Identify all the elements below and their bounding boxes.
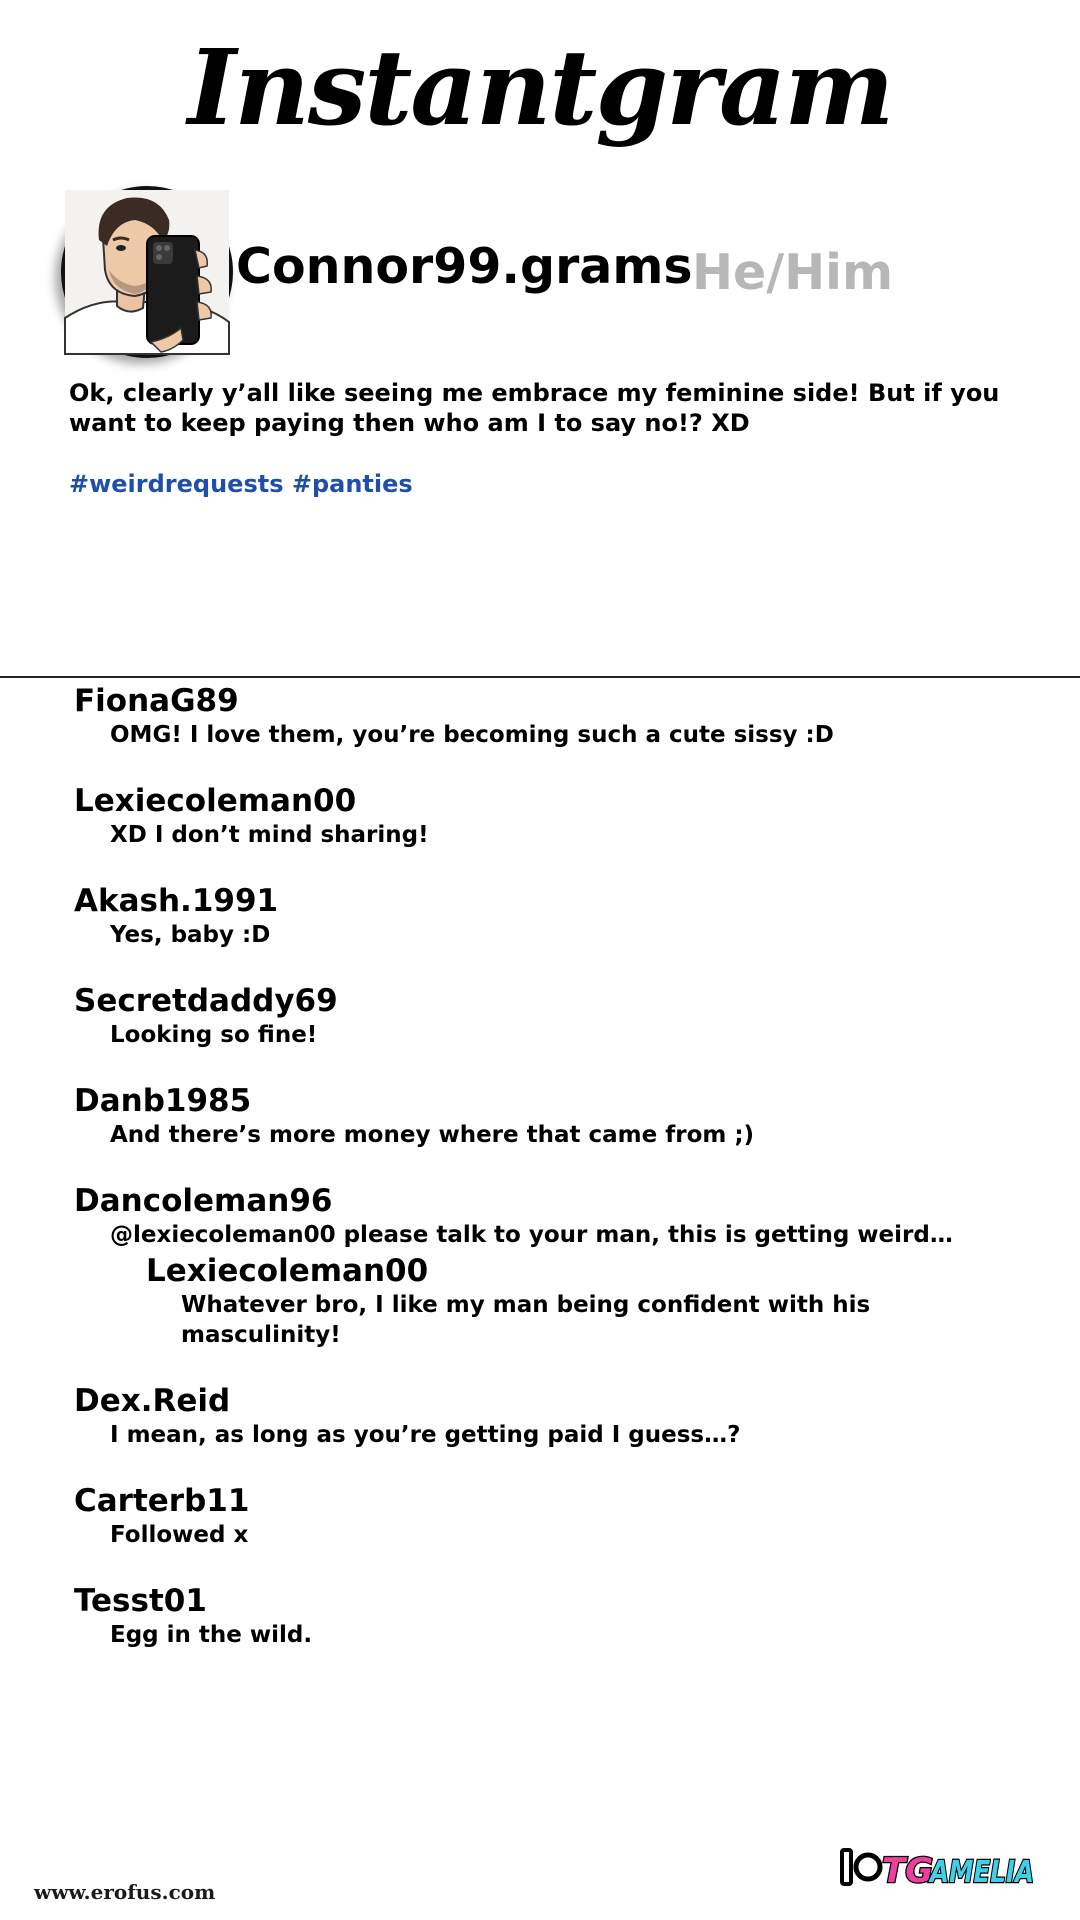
- post-hashtags: [69, 469, 413, 499]
- reply-username[interactable]: Lexiecoleman00: [146, 1253, 429, 1289]
- comment-text: Egg in the wild.: [110, 1622, 313, 1648]
- hashtag-panties[interactable]: #panties: [291, 470, 413, 498]
- hashtag-weirdrequests[interactable]: #weirdrequests: [69, 470, 284, 498]
- comment-username[interactable]: Tesst01: [74, 1583, 207, 1619]
- reply-text: Whatever bro, I like my man being confident with his masculinity!: [181, 1292, 871, 1348]
- comment-text: Followed x: [110, 1522, 249, 1548]
- comment-username[interactable]: Lexiecoleman00: [74, 783, 357, 819]
- tgamelia-logo: [838, 1842, 1038, 1892]
- comment-text: And there’s more money where that came from ;): [110, 1122, 755, 1148]
- comment-text: Looking so fine!: [110, 1022, 318, 1048]
- post-caption: Ok, clearly y’all like seeing me embrace my feminine side! But if you want to keep paying then who am I to say no!? XD: [69, 379, 1000, 437]
- comment-text: XD I don’t mind sharing!: [110, 822, 429, 848]
- logo-suffix: AMELIA: [928, 1855, 1034, 1890]
- comment-username[interactable]: Carterb11: [74, 1483, 250, 1519]
- comment-username[interactable]: Dex.Reid: [74, 1383, 231, 1419]
- comments-divider: [0, 676, 1080, 678]
- watermark: www.erofus.com: [34, 1880, 216, 1904]
- comment-text: I mean, as long as you’re getting paid I guess…?: [110, 1422, 741, 1448]
- comment-username[interactable]: Danb1985: [74, 1083, 252, 1119]
- comment-text: @lexiecoleman00 please talk to your man, this is getting weird…: [110, 1222, 953, 1248]
- comment-text: Yes, baby :D: [110, 922, 271, 948]
- app-title: Instantgram: [187, 26, 893, 149]
- comment-text: OMG! I love them, you’re becoming such a cute sissy :D: [110, 722, 834, 748]
- comment-username[interactable]: Dancoleman96: [74, 1183, 333, 1219]
- logo-accent: TG: [882, 1851, 934, 1891]
- post-pronouns: He/Him: [692, 244, 894, 301]
- selfie-avatar-image: [65, 190, 229, 354]
- comment-username[interactable]: Secretdaddy69: [74, 983, 338, 1019]
- comment-username[interactable]: FionaG89: [74, 683, 239, 719]
- post-username[interactable]: Connor99.grams: [236, 238, 693, 295]
- avatar[interactable]: [61, 186, 233, 358]
- comment-username[interactable]: Akash.1991: [74, 883, 279, 919]
